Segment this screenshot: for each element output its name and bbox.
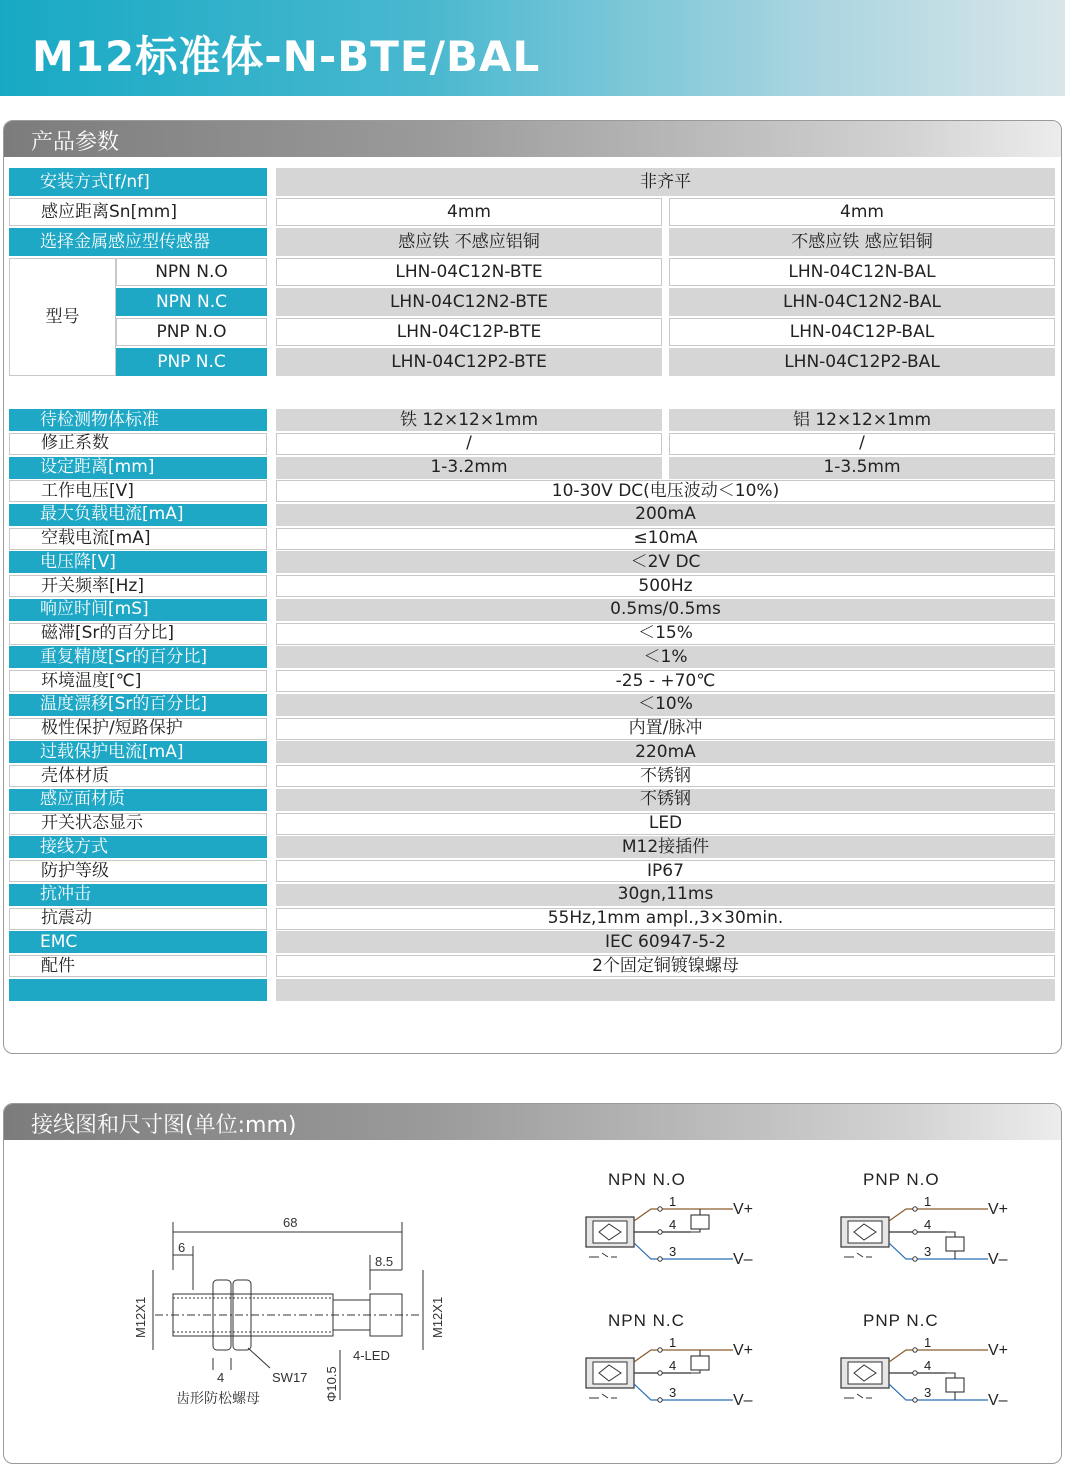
pin-4-label: 4 <box>924 1358 932 1373</box>
spec-value: ＜10% <box>276 694 1055 716</box>
spec-label: 安装方式[f/nf] <box>9 168 267 196</box>
vminus-label: V– <box>988 1392 1008 1409</box>
nut-type-label: 齿形防松螺母 <box>176 1390 260 1406</box>
spec-label: 磁滞[Sr的百分比] <box>9 623 267 645</box>
wiring-heading-text: 接线图和尺寸图 <box>31 1113 186 1138</box>
spec-value: ＜2V DC <box>276 551 1055 573</box>
spec-value: -25 - +70℃ <box>276 670 1055 692</box>
spec-label: 开关频率[Hz] <box>9 575 267 597</box>
bal-model: LHN-04C12N-BAL <box>669 258 1055 286</box>
switch-symbol-icon <box>589 1394 617 1398</box>
bal-value: / <box>669 433 1055 455</box>
wrench-leader <box>248 1348 270 1368</box>
spec-label: 响应时间[mS] <box>9 599 267 621</box>
pin-dot <box>658 1207 662 1211</box>
wiring-diagram <box>838 1165 1028 1275</box>
led-label: 4-LED <box>353 1348 390 1363</box>
spec-value: ＜1% <box>276 646 1055 668</box>
spec-value: 55Hz,1mm ampl.,3×30min. <box>276 908 1055 930</box>
pin-3-label: 3 <box>669 1244 677 1259</box>
spec-value: 内置/脉冲 <box>276 718 1055 740</box>
bte-value: 4mm <box>276 198 662 226</box>
wire-blue <box>889 1243 988 1259</box>
vminus-label: V– <box>733 1392 753 1409</box>
spec-value: 2个固定铜镀镍螺母 <box>276 955 1055 977</box>
bte-value: 1-3.2mm <box>276 457 662 479</box>
wire-blue <box>889 1384 988 1400</box>
spec-value: 非齐平 <box>276 168 1055 196</box>
bte-model: LHN-04C12N-BTE <box>276 258 662 286</box>
switch-symbol-icon <box>844 1394 872 1398</box>
bal-value: 不感应铁 感应铝铜 <box>669 228 1055 256</box>
bte-value: / <box>276 433 662 455</box>
pin-dot <box>658 1348 662 1352</box>
pin-3-label: 3 <box>669 1385 677 1400</box>
bal-value: 1-3.5mm <box>669 457 1055 479</box>
diagram-title: NPN N.O <box>608 1170 686 1189</box>
spec-value: 200mA <box>276 504 1055 526</box>
wire-brown <box>889 1350 988 1362</box>
model-label: 型号 <box>9 258 116 376</box>
dim-front-label: 6 <box>178 1240 186 1255</box>
title-banner <box>0 0 1065 96</box>
wire-brown <box>634 1350 733 1362</box>
vminus-label: V– <box>733 1251 753 1268</box>
bte-model: LHN-04C12P2-BTE <box>276 348 662 376</box>
model-type: NPN N.C <box>116 288 267 316</box>
spec-label: 过载保护电流[mA] <box>9 741 267 763</box>
blank-value <box>276 979 1055 1001</box>
spec-label: 抗震动 <box>9 908 267 930</box>
page-title: M12标准体-N-BTE/BAL <box>32 32 541 81</box>
spec-label: 感应面材质 <box>9 789 267 811</box>
load-relay-icon <box>946 1378 964 1392</box>
bte-value: 铁 12×12×1mm <box>276 409 662 431</box>
spec-label: 待检测物体标准 <box>9 409 267 431</box>
switch-symbol-icon <box>844 1253 872 1257</box>
spec-value: ≤10mA <box>276 528 1055 550</box>
pin-dot <box>913 1257 917 1261</box>
dim-rear-label: 8.5 <box>375 1254 394 1269</box>
dim-length-label: 68 <box>283 1215 298 1230</box>
spec-value: 不锈钢 <box>276 765 1055 787</box>
wiring-heading <box>31 1108 296 1139</box>
spec-value: LED <box>276 813 1055 835</box>
spec-label: 抗冲击 <box>9 884 267 906</box>
spec-label: 环境温度[℃] <box>9 670 267 692</box>
wire-brown <box>889 1209 988 1221</box>
diagram-title: PNP N.O <box>863 1170 940 1189</box>
bte-model: LHN-04C12N2-BTE <box>276 288 662 316</box>
spec-label: 设定距离[mm] <box>9 457 267 479</box>
spec-value: 220mA <box>276 741 1055 763</box>
diagram-title: NPN N.C <box>608 1311 685 1330</box>
thread-left-label: M12X1 <box>133 1296 148 1338</box>
spec-value: 500Hz <box>276 575 1055 597</box>
pin-1-label: 1 <box>924 1335 932 1350</box>
spec-value: 不锈钢 <box>276 789 1055 811</box>
load-relay-icon <box>691 1215 709 1229</box>
wire-blue <box>634 1384 733 1400</box>
spec-value: IP67 <box>276 860 1055 882</box>
bte-value: 感应铁 不感应铝铜 <box>276 228 662 256</box>
params-heading: 产品参数 <box>31 130 120 155</box>
wire-brown <box>634 1209 733 1221</box>
spec-value: ＜15% <box>276 623 1055 645</box>
load-relay-icon <box>691 1356 709 1370</box>
pin-1-label: 1 <box>669 1194 677 1209</box>
vminus-label: V– <box>988 1251 1008 1268</box>
spec-label: 重复精度[Sr的百分比] <box>9 646 267 668</box>
pin-dot <box>658 1257 662 1261</box>
spec-label: 接线方式 <box>9 836 267 858</box>
wiring-unit: (单位:mm) <box>185 1113 297 1138</box>
spec-label: 空载电流[mA] <box>9 528 267 550</box>
spec-label: 配件 <box>9 955 267 977</box>
spec-label: EMC <box>9 931 267 953</box>
pin-4-label: 4 <box>924 1217 932 1232</box>
wiring-panel-header <box>4 1104 1061 1140</box>
vplus-label: V+ <box>733 1201 754 1218</box>
pin-dot <box>658 1398 662 1402</box>
pin-dot <box>658 1230 662 1234</box>
spec-label: 防护等级 <box>9 860 267 882</box>
bte-model: LHN-04C12P-BTE <box>276 318 662 346</box>
spec-label: 开关状态显示 <box>9 813 267 835</box>
diagram-title: PNP N.C <box>863 1311 939 1330</box>
pin-3-label: 3 <box>924 1385 932 1400</box>
spec-label: 修正系数 <box>9 433 267 455</box>
nut-width-label: 4 <box>217 1370 225 1385</box>
dia-label: Φ10.5 <box>324 1366 339 1402</box>
vplus-label: V+ <box>733 1342 754 1359</box>
model-type: NPN N.O <box>116 258 267 286</box>
pin-1-label: 1 <box>924 1194 932 1209</box>
spec-label: 壳体材质 <box>9 765 267 787</box>
spec-value: IEC 60947-5-2 <box>276 931 1055 953</box>
model-type: PNP N.O <box>116 318 267 346</box>
spec-value: 0.5ms/0.5ms <box>276 599 1055 621</box>
bal-model: LHN-04C12P2-BAL <box>669 348 1055 376</box>
spec-label: 最大负载电流[mA] <box>9 504 267 526</box>
switch-symbol-icon <box>589 1253 617 1257</box>
spec-value: 30gn,11ms <box>276 884 1055 906</box>
pin-dot <box>913 1230 917 1234</box>
thread-right-label: M12X1 <box>430 1296 445 1338</box>
pin-dot <box>913 1207 917 1211</box>
spec-label: 感应距离Sn[mm] <box>9 198 267 226</box>
pin-dot <box>913 1371 917 1375</box>
pin-dot <box>913 1348 917 1352</box>
load-relay-icon <box>946 1237 964 1251</box>
pin-4-label: 4 <box>669 1217 677 1232</box>
pin-dot <box>913 1398 917 1402</box>
wiring-diagram <box>583 1306 773 1416</box>
bal-model: LHN-04C12P-BAL <box>669 318 1055 346</box>
vplus-label: V+ <box>988 1201 1009 1218</box>
wiring-diagram <box>583 1165 773 1275</box>
bal-value: 铝 12×12×1mm <box>669 409 1055 431</box>
spec-label: 工作电压[V] <box>9 480 267 502</box>
wire-blue <box>634 1243 733 1259</box>
bal-value: 4mm <box>669 198 1055 226</box>
spec-label: 极性保护/短路保护 <box>9 718 267 740</box>
wrench-label: SW17 <box>272 1370 308 1385</box>
model-type: PNP N.C <box>116 348 267 376</box>
params-panel-header <box>4 121 1061 157</box>
spec-value: M12接插件 <box>276 836 1055 858</box>
wiring-diagram <box>838 1306 1028 1416</box>
pin-4-label: 4 <box>669 1358 677 1373</box>
pin-3-label: 3 <box>924 1244 932 1259</box>
dimension-drawing <box>120 1210 460 1410</box>
pin-1-label: 1 <box>669 1335 677 1350</box>
blank-label <box>9 979 267 1001</box>
bal-model: LHN-04C12N2-BAL <box>669 288 1055 316</box>
vplus-label: V+ <box>988 1342 1009 1359</box>
spec-label: 温度漂移[Sr的百分比] <box>9 694 267 716</box>
pin-dot <box>658 1371 662 1375</box>
spec-value: 10-30V DC(电压波动＜10%) <box>276 480 1055 502</box>
spec-label: 电压降[V] <box>9 551 267 573</box>
spec-label: 选择金属感应型传感器 <box>9 228 267 256</box>
